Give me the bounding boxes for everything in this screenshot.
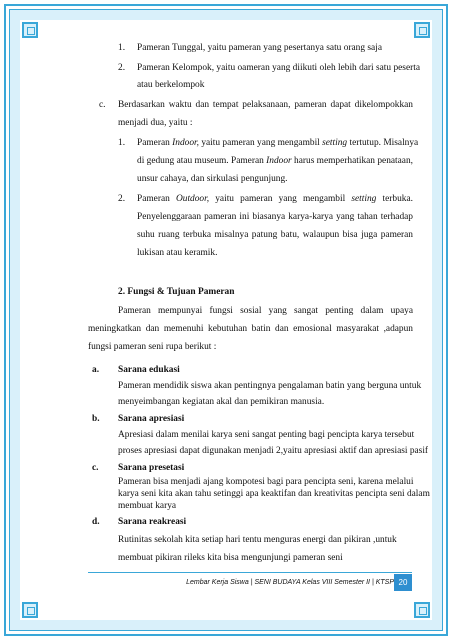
footer-text: Lembar Kerja Siswa | SENI BUDAYA Kelas VIII Semester II | KTSP bbox=[186, 579, 394, 586]
function-marker: c. bbox=[92, 463, 99, 473]
list-item-number: 2. bbox=[118, 194, 126, 204]
list-item-number: 1. bbox=[118, 138, 126, 148]
footer-rule bbox=[88, 572, 412, 573]
page-number-badge: 20 bbox=[394, 574, 412, 591]
indoor-line-2: di gedung atau museum. Pameran Indoor harus memperhatikan penataan, bbox=[137, 156, 413, 166]
function-text: membuat pikiran rileks kita bisa mengunjungi pameran seni bbox=[118, 553, 343, 563]
function-marker: d. bbox=[92, 517, 100, 527]
function-title: Sarana presetasi bbox=[118, 463, 185, 473]
list-item-text: Pameran Tunggal, yaitu pameran yang pesertanya satu orang saja bbox=[137, 43, 382, 53]
function-text: membuat karya bbox=[118, 501, 177, 511]
item-marker: c. bbox=[99, 100, 106, 110]
function-title: Sarana reakreasi bbox=[118, 517, 187, 527]
indoor-line-3: unsur cahaya, dan sirkulasi pengunjung. bbox=[137, 174, 288, 184]
function-marker: b. bbox=[92, 414, 100, 424]
section-paragraph-line: Pameran mempunyai fungsi sosial yang sangat penting dalam upaya bbox=[118, 306, 413, 316]
list-item-number: 2. bbox=[118, 63, 126, 73]
outdoor-line-3: suhu ruang terbuka misalnya patung batu, walaupun bisa juga pameran bbox=[137, 230, 413, 240]
function-text: karya seni kita akan tahu setinggi apa keaktifan dan kreativitas pencipta seni dalam bbox=[118, 489, 430, 499]
section-paragraph-line: fungsi pameran seni rupa berikut : bbox=[88, 342, 217, 352]
function-text: Apresiasi dalam menilai karya seni sangat penting bagi pencipta karya tersebut bbox=[118, 430, 415, 440]
item-c-text: Berdasarkan waktu dan tempat pelaksanaan, pameran dapat dikelompokkan bbox=[118, 100, 413, 110]
item-c-text-cont: menjadi dua, yaitu : bbox=[118, 118, 193, 128]
function-text: Pameran mendidik siswa akan pentingnya pengalaman batin yang berguna untuk bbox=[118, 381, 422, 391]
function-title: Sarana apresiasi bbox=[118, 414, 185, 424]
outdoor-line-4: lukisan atau keramik. bbox=[137, 248, 218, 258]
list-item-text-cont: atau berkelompok bbox=[137, 80, 205, 90]
function-text: Pameran bisa menjadi ajang kompotesi bagi para pencipta seni, karena melalui bbox=[118, 477, 414, 487]
outdoor-line-2: Penyelenggaraan pameran ini biasanya karya-karya yang tahan terhadap bbox=[137, 212, 413, 222]
function-title: Sarana edukasi bbox=[118, 365, 180, 375]
function-text: proses apresiasi dapat digunakan menjadi 2,yaitu apresiasi aktif dan apresiasi pasif bbox=[118, 446, 429, 456]
indoor-line-1: Pameran Indoor, yaitu pameran yang mengambil setting tertutup. Misalnya bbox=[137, 138, 419, 148]
list-item-text: Pameran Kelompok, yaitu oameran yang diikuti oleh lebih dari satu peserta bbox=[137, 63, 420, 73]
function-marker: a. bbox=[92, 365, 100, 375]
section-heading: 2. Fungsi & Tujuan Pameran bbox=[118, 287, 235, 297]
section-paragraph-line: meningkatkan dan memenuhi kebutuhan batin dan emosional masyarakat ,adapun bbox=[88, 324, 413, 334]
list-item-number: 1. bbox=[118, 43, 126, 53]
function-text: menyeimbangan kegiatan akal dan pemikiran manusia. bbox=[118, 397, 325, 407]
outdoor-line-1: Pameran Outdoor, yaitu pameran yang mengambil setting terbuka. bbox=[137, 194, 413, 204]
function-text: Rutinitas sekolah kita setiap hari tentu menguras energi dan pikiran ,untuk bbox=[118, 535, 397, 545]
